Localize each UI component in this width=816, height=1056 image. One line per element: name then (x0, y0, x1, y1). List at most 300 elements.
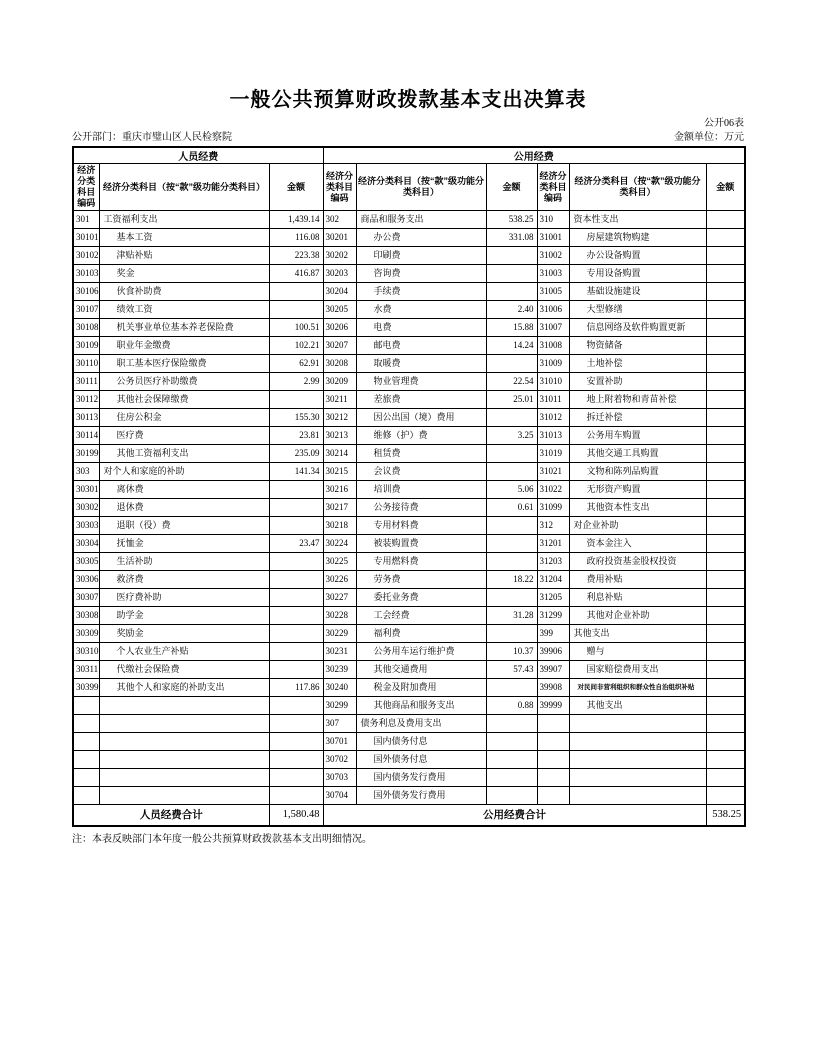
subject-cell: 安置补助 (569, 373, 706, 391)
amount-cell (706, 283, 745, 301)
code-cell: 303 (73, 463, 99, 481)
subject-cell: 对个人和家庭的补助 (99, 463, 269, 481)
code-cell: 30203 (323, 265, 356, 283)
code-cell: 30303 (73, 517, 99, 535)
code-cell: 30107 (73, 301, 99, 319)
col-header-subject: 经济分类科目（按“款”级功能分类科目） (99, 164, 269, 211)
code-cell (537, 769, 569, 787)
code-cell: 31012 (537, 409, 569, 427)
amount-cell: 5.06 (486, 481, 537, 499)
subject-cell: 拆迁补偿 (569, 409, 706, 427)
amount-cell (269, 589, 323, 607)
code-cell: 30304 (73, 535, 99, 553)
amount-cell (706, 229, 745, 247)
table-row (73, 409, 745, 427)
table-row (73, 733, 745, 751)
table-row (73, 283, 745, 301)
subject-cell: 基础设施建设 (569, 283, 706, 301)
code-cell: 30306 (73, 571, 99, 589)
amount-cell (269, 697, 323, 715)
code-cell (73, 733, 99, 751)
subject-cell: 职工基本医疗保险缴费 (99, 355, 269, 373)
table-row (73, 643, 745, 661)
subject-cell: 邮电费 (356, 337, 486, 355)
table-row (73, 535, 745, 553)
code-cell: 30204 (323, 283, 356, 301)
code-cell: 30301 (73, 481, 99, 499)
amount-cell: 2.99 (269, 373, 323, 391)
subject-cell: 物业管理费 (356, 373, 486, 391)
subject-cell: 专用材料费 (356, 517, 486, 535)
amount-cell (706, 481, 745, 499)
amount-cell (706, 355, 745, 373)
amount-cell (706, 373, 745, 391)
col-header-code: 经济分类科目编码 (73, 164, 99, 211)
amount-cell (706, 463, 745, 481)
amount-cell: 100.51 (269, 319, 323, 337)
subject-cell: 公务员医疗补助缴费 (99, 373, 269, 391)
subject-cell (99, 751, 269, 769)
subject-cell: 文物和陈列品购置 (569, 463, 706, 481)
amount-cell: 235.09 (269, 445, 323, 463)
subject-cell (99, 769, 269, 787)
code-cell: 30703 (323, 769, 356, 787)
subject-cell: 商品和服务支出 (356, 211, 486, 229)
amount-cell: 25.01 (486, 391, 537, 409)
subject-cell: 利息补贴 (569, 589, 706, 607)
subject-cell (99, 787, 269, 805)
code-cell: 307 (323, 715, 356, 733)
code-cell (537, 715, 569, 733)
unit-label: 金额单位：万元 (674, 132, 744, 143)
subject-cell: 医疗费补助 (99, 589, 269, 607)
subject-cell: 差旅费 (356, 391, 486, 409)
code-cell: 30208 (323, 355, 356, 373)
code-cell: 30108 (73, 319, 99, 337)
code-cell: 31003 (537, 265, 569, 283)
amount-cell (486, 463, 537, 481)
code-cell: 30240 (323, 679, 356, 697)
code-cell: 30308 (73, 607, 99, 625)
amount-cell (269, 301, 323, 319)
subject-cell (569, 769, 706, 787)
code-cell: 30102 (73, 247, 99, 265)
table-row (73, 427, 745, 445)
subject-cell: 医疗费 (99, 427, 269, 445)
code-cell: 39906 (537, 643, 569, 661)
subject-cell: 咨询费 (356, 265, 486, 283)
amount-cell: 416.87 (269, 265, 323, 283)
subject-cell: 公务用车购置 (569, 427, 706, 445)
subject-cell: 生活补助 (99, 553, 269, 571)
code-cell: 30228 (323, 607, 356, 625)
subject-cell: 房屋建筑物购建 (569, 229, 706, 247)
subject-cell: 津贴补贴 (99, 247, 269, 265)
code-cell: 30302 (73, 499, 99, 517)
amount-cell (706, 643, 745, 661)
amount-cell (486, 787, 537, 805)
code-cell: 30299 (323, 697, 356, 715)
code-cell: 31002 (537, 247, 569, 265)
personnel-total-label: 人员经费合计 (73, 805, 269, 826)
code-cell (73, 697, 99, 715)
amount-cell: 10.37 (486, 643, 537, 661)
amount-cell (486, 283, 537, 301)
amount-cell: 62.91 (269, 355, 323, 373)
code-cell: 302 (323, 211, 356, 229)
code-cell: 310 (537, 211, 569, 229)
code-cell: 30212 (323, 409, 356, 427)
subject-cell: 印刷费 (356, 247, 486, 265)
code-cell: 30215 (323, 463, 356, 481)
subject-cell: 因公出国（境）费用 (356, 409, 486, 427)
amount-cell (486, 409, 537, 427)
amount-cell: 2.40 (486, 301, 537, 319)
amount-cell: 18.22 (486, 571, 537, 589)
subject-cell (99, 715, 269, 733)
subject-cell: 其他支出 (569, 697, 706, 715)
code-cell: 30225 (323, 553, 356, 571)
code-cell: 31006 (537, 301, 569, 319)
code-cell (537, 751, 569, 769)
table-row (73, 481, 745, 499)
table-code: 公开06表 (704, 118, 744, 129)
subject-cell: 个人农业生产补贴 (99, 643, 269, 661)
subject-cell: 公务用车运行维护费 (356, 643, 486, 661)
code-cell: 30207 (323, 337, 356, 355)
code-cell: 312 (537, 517, 569, 535)
amount-cell (706, 319, 745, 337)
code-cell: 31201 (537, 535, 569, 553)
amount-cell (486, 517, 537, 535)
amount-cell (706, 337, 745, 355)
amount-cell (269, 517, 323, 535)
code-cell: 301 (73, 211, 99, 229)
subject-cell: 资本性支出 (569, 211, 706, 229)
subject-cell: 债务利息及费用支出 (356, 715, 486, 733)
code-cell: 30103 (73, 265, 99, 283)
subject-cell: 其他商品和服务支出 (356, 697, 486, 715)
code-cell: 30110 (73, 355, 99, 373)
subject-cell: 国外债务付息 (356, 751, 486, 769)
code-cell: 30305 (73, 553, 99, 571)
table-row (73, 571, 745, 589)
amount-cell (706, 211, 745, 229)
amount-cell (706, 661, 745, 679)
table-row (73, 211, 745, 229)
subject-cell: 税金及附加费用 (356, 679, 486, 697)
amount-cell (486, 715, 537, 733)
subject-cell: 基本工资 (99, 229, 269, 247)
table-row (73, 373, 745, 391)
subject-cell: 其他支出 (569, 625, 706, 643)
amount-cell: 31.28 (486, 607, 537, 625)
code-cell: 30209 (323, 373, 356, 391)
table-row (73, 247, 745, 265)
subject-cell: 工会经费 (356, 607, 486, 625)
code-cell: 30227 (323, 589, 356, 607)
subject-cell: 国家赔偿费用支出 (569, 661, 706, 679)
subject-cell: 对民间非营利组织和群众性自治组织补贴 (569, 679, 706, 697)
amount-cell (486, 553, 537, 571)
code-cell (73, 751, 99, 769)
subject-cell: 办公费 (356, 229, 486, 247)
section-header-public: 公用经费 (323, 147, 745, 164)
subject-cell (569, 733, 706, 751)
code-cell: 30307 (73, 589, 99, 607)
amount-cell: 116.08 (269, 229, 323, 247)
subject-cell: 离休费 (99, 481, 269, 499)
code-cell: 31204 (537, 571, 569, 589)
public-total-amount: 538.25 (706, 805, 745, 826)
subject-cell: 住房公积金 (99, 409, 269, 427)
budget-table (72, 146, 746, 827)
subject-cell: 工资福利支出 (99, 211, 269, 229)
subject-cell: 费用补贴 (569, 571, 706, 589)
amount-cell: 15.88 (486, 319, 537, 337)
code-cell: 31011 (537, 391, 569, 409)
table-row (73, 355, 745, 373)
code-cell: 30309 (73, 625, 99, 643)
code-cell: 30216 (323, 481, 356, 499)
table-row (73, 445, 745, 463)
code-cell: 30199 (73, 445, 99, 463)
table-row (73, 679, 745, 697)
table-row (73, 391, 745, 409)
subject-cell: 奖金 (99, 265, 269, 283)
amount-cell (486, 769, 537, 787)
table-row (73, 553, 745, 571)
amount-cell: 14.24 (486, 337, 537, 355)
subject-cell: 取暖费 (356, 355, 486, 373)
code-cell: 31005 (537, 283, 569, 301)
code-cell: 31008 (537, 337, 569, 355)
amount-cell (269, 769, 323, 787)
subject-cell: 会议费 (356, 463, 486, 481)
code-cell: 31022 (537, 481, 569, 499)
code-cell: 39907 (537, 661, 569, 679)
subject-cell: 机关事业单位基本养老保险费 (99, 319, 269, 337)
code-cell: 39999 (537, 697, 569, 715)
amount-cell (706, 391, 745, 409)
amount-cell (269, 283, 323, 301)
col-header-code: 经济分类科目编码 (323, 164, 356, 211)
amount-cell (269, 607, 323, 625)
subject-cell: 绩效工资 (99, 301, 269, 319)
code-cell: 30201 (323, 229, 356, 247)
public-total-label: 公用经费合计 (323, 805, 706, 826)
amount-cell (706, 265, 745, 283)
section-header-row (73, 147, 745, 164)
amount-cell (269, 733, 323, 751)
subject-cell: 维修（护）费 (356, 427, 486, 445)
totals-row (73, 805, 745, 826)
table-row (73, 661, 745, 679)
amount-cell (486, 751, 537, 769)
amount-cell (706, 715, 745, 733)
table-row (73, 499, 745, 517)
subject-cell: 电费 (356, 319, 486, 337)
amount-cell (706, 301, 745, 319)
code-cell: 31010 (537, 373, 569, 391)
code-cell: 31021 (537, 463, 569, 481)
subject-cell (569, 787, 706, 805)
code-cell (73, 769, 99, 787)
code-cell: 30229 (323, 625, 356, 643)
col-header-amount: 金额 (269, 164, 323, 211)
amount-cell: 331.08 (486, 229, 537, 247)
amount-cell (486, 625, 537, 643)
table-row (73, 589, 745, 607)
subject-cell: 其他对企业补助 (569, 607, 706, 625)
subject-cell: 劳务费 (356, 571, 486, 589)
subject-cell: 资本金注入 (569, 535, 706, 553)
subject-cell: 手续费 (356, 283, 486, 301)
subject-cell: 退休费 (99, 499, 269, 517)
code-cell: 30114 (73, 427, 99, 445)
amount-cell (486, 589, 537, 607)
amount-cell (706, 571, 745, 589)
subject-cell: 其他资本性支出 (569, 499, 706, 517)
amount-cell (706, 625, 745, 643)
code-cell (537, 733, 569, 751)
amount-cell (269, 571, 323, 589)
amount-cell: 223.38 (269, 247, 323, 265)
code-cell: 30111 (73, 373, 99, 391)
subject-cell: 福利费 (356, 625, 486, 643)
code-cell: 30702 (323, 751, 356, 769)
amount-cell (706, 697, 745, 715)
amount-cell (706, 445, 745, 463)
amount-cell (269, 715, 323, 733)
subject-cell: 赠与 (569, 643, 706, 661)
code-cell: 30213 (323, 427, 356, 445)
amount-cell (486, 535, 537, 553)
subject-cell: 国内债务付息 (356, 733, 486, 751)
table-row (73, 337, 745, 355)
subject-cell: 伙食补助费 (99, 283, 269, 301)
subject-cell: 物资储备 (569, 337, 706, 355)
table-row (73, 697, 745, 715)
code-cell: 31009 (537, 355, 569, 373)
amount-cell (706, 769, 745, 787)
subject-cell: 代缴社会保险费 (99, 661, 269, 679)
amount-cell (706, 535, 745, 553)
section-header-personnel: 人员经费 (73, 147, 323, 164)
subject-cell: 其他工资福利支出 (99, 445, 269, 463)
code-cell: 30214 (323, 445, 356, 463)
personnel-total-amount: 1,580.48 (269, 805, 323, 826)
code-cell: 30701 (323, 733, 356, 751)
amount-cell (486, 733, 537, 751)
table-row (73, 625, 745, 643)
subject-cell: 专用设备购置 (569, 265, 706, 283)
code-cell: 30205 (323, 301, 356, 319)
amount-cell (486, 445, 537, 463)
table-row (73, 787, 745, 805)
code-cell: 30231 (323, 643, 356, 661)
amount-cell (269, 643, 323, 661)
amount-cell: 141.34 (269, 463, 323, 481)
subject-cell: 公务接待费 (356, 499, 486, 517)
table-row (73, 229, 745, 247)
table-row (73, 517, 745, 535)
subject-cell: 大型修缮 (569, 301, 706, 319)
col-header-amount: 金额 (486, 164, 537, 211)
code-cell (73, 787, 99, 805)
subject-cell: 专用燃料费 (356, 553, 486, 571)
code-cell: 30109 (73, 337, 99, 355)
amount-cell (706, 247, 745, 265)
amount-cell (706, 733, 745, 751)
subject-cell: 其他个人和家庭的补助支出 (99, 679, 269, 697)
table-row (73, 769, 745, 787)
table-row (73, 463, 745, 481)
amount-cell (706, 589, 745, 607)
code-cell: 30311 (73, 661, 99, 679)
code-cell: 30113 (73, 409, 99, 427)
amount-cell (706, 751, 745, 769)
subject-cell: 对企业补助 (569, 517, 706, 535)
col-header-subject: 经济分类科目（按“款”级功能分类科目） (569, 164, 706, 211)
amount-cell (269, 787, 323, 805)
subject-cell: 其他交通工具购置 (569, 445, 706, 463)
amount-cell (269, 391, 323, 409)
amount-cell: 1,439.14 (269, 211, 323, 229)
amount-cell: 23.47 (269, 535, 323, 553)
amount-cell (706, 679, 745, 697)
amount-cell (706, 553, 745, 571)
amount-cell: 155.30 (269, 409, 323, 427)
amount-cell: 538.25 (486, 211, 537, 229)
subject-cell: 土地补偿 (569, 355, 706, 373)
code-cell: 30239 (323, 661, 356, 679)
subject-cell: 助学金 (99, 607, 269, 625)
table-row (73, 751, 745, 769)
subject-cell: 其他社会保障缴费 (99, 391, 269, 409)
col-header-amount: 金额 (706, 164, 745, 211)
subject-cell: 国内债务发行费用 (356, 769, 486, 787)
code-cell: 30399 (73, 679, 99, 697)
col-header-code: 经济分类科目编码 (537, 164, 569, 211)
code-cell: 31203 (537, 553, 569, 571)
amount-cell (269, 751, 323, 769)
code-cell: 399 (537, 625, 569, 643)
amount-cell: 117.86 (269, 679, 323, 697)
table-row (73, 265, 745, 283)
code-cell: 30310 (73, 643, 99, 661)
code-cell: 30704 (323, 787, 356, 805)
amount-cell: 57.43 (486, 661, 537, 679)
subject-cell: 抚恤金 (99, 535, 269, 553)
col-header-subject: 经济分类科目（按“款”级功能分类科目） (356, 164, 486, 211)
subject-cell: 信息网络及软件购置更新 (569, 319, 706, 337)
amount-cell: 0.61 (486, 499, 537, 517)
subject-cell: 被装购置费 (356, 535, 486, 553)
table-row (73, 319, 745, 337)
amount-cell (269, 499, 323, 517)
amount-cell (269, 553, 323, 571)
subject-cell (569, 751, 706, 769)
amount-cell (706, 427, 745, 445)
subject-cell (569, 715, 706, 733)
amount-cell (486, 247, 537, 265)
column-header-row (73, 164, 745, 211)
code-cell: 31205 (537, 589, 569, 607)
amount-cell (706, 499, 745, 517)
code-cell: 31001 (537, 229, 569, 247)
subject-cell: 职业年金缴费 (99, 337, 269, 355)
